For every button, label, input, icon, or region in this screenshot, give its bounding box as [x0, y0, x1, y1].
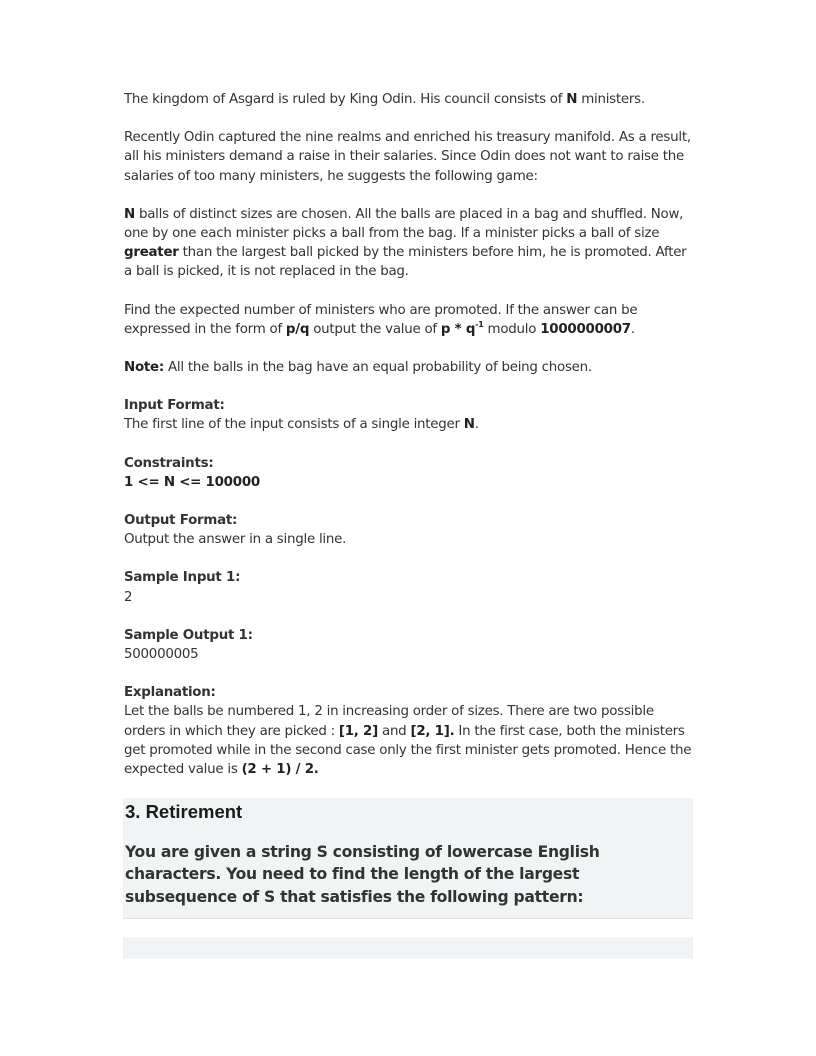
explanation-desc-2: In the first case, both the ministers get promoted while in the second case only the first minister gets promoted. Hence the expected value is: [124, 723, 692, 778]
task-text: Find the expected number of ministers who are promoted. If the answer can be expressed in the form of: [124, 302, 638, 337]
explanation-text: [124, 702, 694, 779]
sample-input-label: Sample Input 1:: [124, 570, 241, 586]
game-paragraph: [124, 205, 694, 282]
task-formula-base: p * q: [440, 321, 476, 337]
explanation-and: and: [377, 723, 411, 739]
retirement-title: 3. Retirement: [125, 801, 243, 822]
sample-input-section: [124, 568, 694, 606]
sample-input-value: 2: [124, 589, 133, 605]
note-text: All the balls in the bag have an equal probability of being chosen.: [164, 360, 592, 376]
retirement-statement: You are given a string S consisting of lowercase English characters. You need to find the length of the largest subsequence of S that satisfies the following pattern:: [125, 843, 600, 906]
task-text-3: modulo: [483, 321, 541, 337]
game-text: balls of distinct sizes are chosen. All the balls are placed in a bag and shuffled. Now, one by one each minister picks a ball from the bag. If a minister picks a ball of size: [124, 206, 684, 242]
explanation-expected: (2 + 1) / 2.: [241, 762, 319, 778]
task-text-2: output the value of: [309, 321, 441, 337]
sample-output-label: Sample Output 1:: [124, 627, 253, 643]
task-formula-exponent: -1: [475, 319, 484, 329]
retirement-section: [123, 798, 693, 919]
intro-paragraph: [124, 90, 694, 109]
input-format-n: N: [463, 417, 475, 433]
input-format-section: [124, 396, 694, 434]
sample-output-value: 500000005: [124, 647, 199, 663]
intro-text-end: ministers.: [577, 92, 645, 107]
task-pq: p/q: [285, 321, 310, 337]
constraints-label: Constraints:: [124, 455, 214, 471]
intro-text: The kingdom of Asgard is ruled by King Odin. His council consists of: [124, 92, 567, 107]
sample-output-section: [124, 626, 694, 664]
task-paragraph: [124, 301, 694, 339]
game-text-end: than the largest ball picked by the ministers before him, he is promoted. After a ball is picked, it is not replaced in the bag.: [124, 245, 687, 280]
task-period: .: [630, 321, 635, 337]
note-paragraph: [124, 358, 694, 377]
note-label: Note:: [124, 360, 164, 376]
game-n: N: [124, 206, 135, 222]
input-format-desc: The first line of the input consists of a single integer: [124, 417, 464, 433]
retirement-continuation-bar: [123, 937, 693, 959]
task-formula: [440, 319, 484, 337]
output-format-section: [124, 511, 694, 549]
explanation-label: Explanation:: [124, 685, 216, 701]
story-paragraph: Recently Odin captured the nine realms and enriched his treasury manifold. As a result, all his ministers demand a raise in their salaries. Since Odin does not want to raise the salaries of too many ministers, he suggests the following game:: [124, 130, 691, 184]
constraints-value: 1 <= N <= 100000: [124, 474, 260, 490]
explanation-section: [124, 683, 694, 779]
constraints-section: [124, 454, 694, 492]
output-format-label: Output Format:: [124, 513, 238, 529]
input-format-period: .: [474, 417, 479, 433]
output-format-text: Output the answer in a single line.: [124, 532, 347, 548]
explanation-desc: Let the balls be numbered 1, 2 in increasing order of sizes. There are two possible orders in which they are picked :: [124, 704, 654, 739]
input-format-text: [124, 415, 694, 434]
explanation-order-1: [1, 2]: [338, 723, 378, 739]
intro-n: N: [566, 92, 578, 107]
game-greater: greater: [124, 245, 179, 261]
input-format-label: Input Format:: [124, 398, 225, 414]
explanation-order-2: [2, 1].: [410, 723, 455, 739]
task-modulus: 1000000007: [540, 321, 631, 337]
problem-body: [124, 90, 694, 798]
